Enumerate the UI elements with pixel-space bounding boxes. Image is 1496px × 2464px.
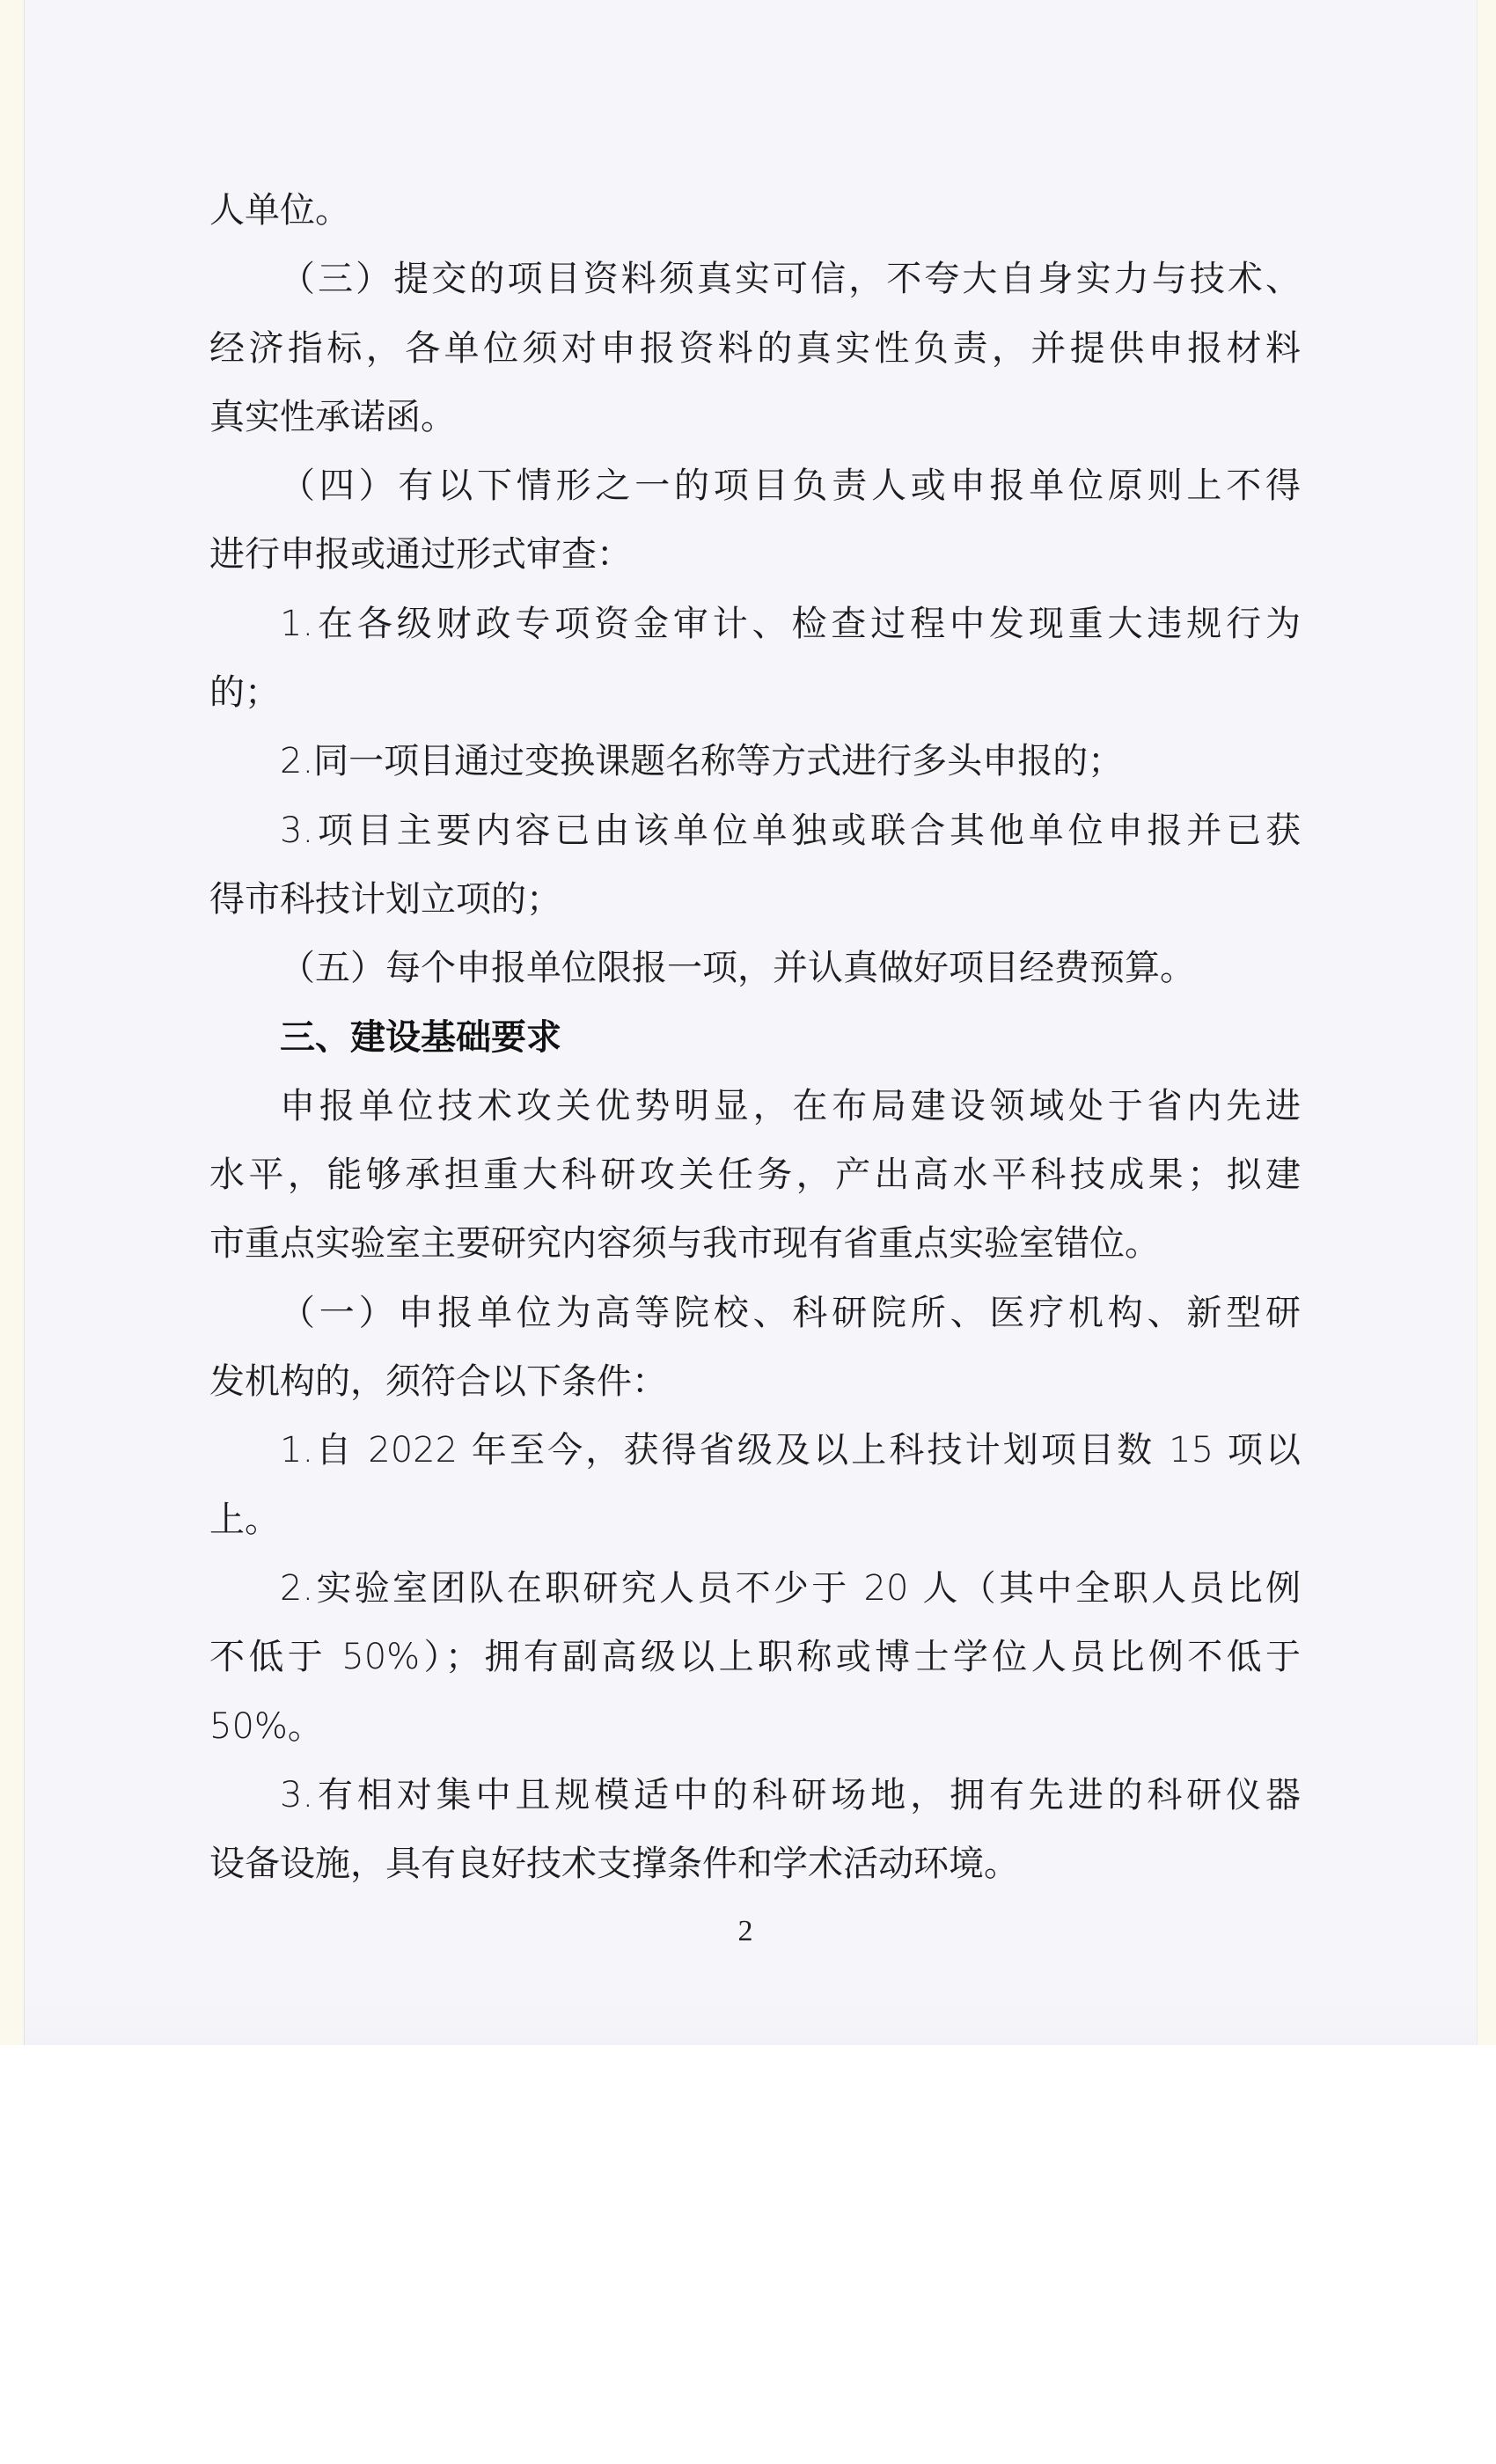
text-line: 上。 — [209, 1499, 280, 1540]
text-line: 设备设施，具有良好技术支撑条件和学术活动环境。 — [209, 1844, 1019, 1885]
condition-2: 2.实验室团队在职研究人员不少于 20 人（其中全职人员比例 — [280, 1567, 1301, 1609]
text-line: 不低于 50%）；拥有副高级以上职称或博士学位人员比例不低于 — [209, 1637, 1301, 1678]
text-line: 的； — [209, 672, 280, 714]
text-line: 真实性承诺函。 — [209, 396, 456, 437]
subsection-1-start: （一）申报单位为高等院校、科研院所、医疗机构、新型研 — [280, 1292, 1301, 1333]
scan-left-edge — [0, 0, 25, 2045]
list-item-2: 2.同一项目通过变换课题名称等方式进行多头申报的； — [280, 741, 1124, 782]
section-intro-start: 申报单位技术攻关优势明显，在布局建设领域处于省内先进 — [280, 1085, 1301, 1126]
text-line: 得市科技计划立项的； — [209, 878, 561, 920]
list-item-3: 3.项目主要内容已由该单位单独或联合其他单位申报并已获 — [280, 810, 1301, 851]
text-line: 进行申报或通过形式审查： — [209, 534, 632, 576]
scan-right-edge — [1477, 0, 1496, 2045]
condition-1: 1.自 2022 年至今，获得省级及以上科技计划项目数 15 项以 — [280, 1430, 1301, 1471]
paragraph-3-start: （三）提交的项目资料须真实可信，不夸大自身实力与技术、 — [280, 259, 1301, 300]
text-line: 经济指标，各单位须对申报资料的真实性负责，并提供申报材料 — [209, 327, 1301, 369]
text-line: 市重点实验室主要研究内容须与我市现有省重点实验室错位。 — [209, 1223, 1160, 1265]
page-number: 2 — [737, 1915, 753, 1947]
text-line: 发机构的，须符合以下条件： — [209, 1361, 667, 1403]
text-line: 50%。 — [209, 1705, 323, 1747]
list-item-1: 1.在各级财政专项资金审计、检查过程中发现重大违规行为 — [280, 603, 1301, 644]
paragraph-5: （五）每个申报单位限报一项，并认真做好项目经费预算。 — [280, 948, 1195, 989]
section-heading: 三、建设基础要求 — [280, 1016, 561, 1058]
text-line: 水平，能够承担重大科研攻关任务，产出高水平科技成果；拟建 — [209, 1155, 1301, 1196]
condition-3: 3.有相对集中且规模适中的科研场地，拥有先进的科研仪器 — [280, 1774, 1301, 1815]
text-line: 人单位。 — [209, 190, 350, 231]
document-body — [209, 176, 1301, 1898]
paragraph-4-start: （四）有以下情形之一的项目负责人或申报单位原则上不得 — [280, 466, 1301, 507]
